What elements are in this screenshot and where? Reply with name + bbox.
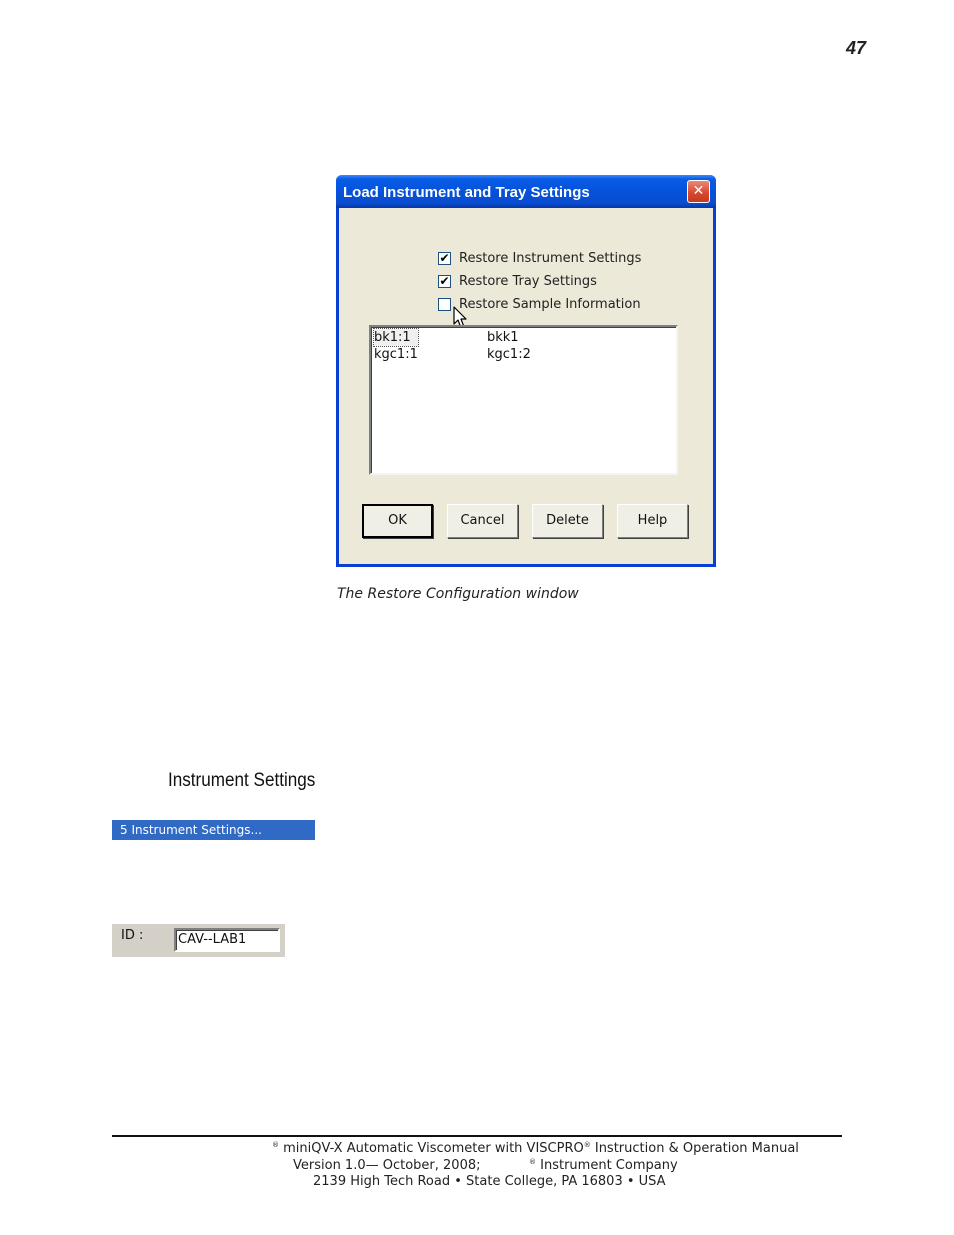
- footer-address: 2139 High Tech Road • State College, PA 16803 • USA: [313, 1174, 666, 1189]
- close-button[interactable]: [687, 180, 710, 203]
- list-item[interactable]: kgc1:1: [374, 347, 418, 362]
- instrument-settings-menu-item[interactable]: 5 Instrument Settings...: [112, 820, 315, 840]
- id-field-panel: [112, 924, 285, 957]
- checkbox-checked-icon[interactable]: ✔: [439, 251, 450, 265]
- settings-listbox[interactable]: [369, 325, 678, 475]
- delete-button[interactable]: Delete: [532, 504, 603, 538]
- id-input[interactable]: CAV--LAB1: [174, 928, 280, 952]
- checkbox-label: Restore Instrument Settings: [459, 251, 642, 266]
- footer-version: Version 1.0— October, 2008;: [293, 1158, 481, 1173]
- page-number: 47: [846, 38, 867, 58]
- footer-product: miniQV-X Automatic Viscometer with VISCPRO: [283, 1141, 584, 1156]
- footer-line-2: [293, 1158, 481, 1173]
- cancel-button[interactable]: Cancel: [447, 504, 518, 538]
- checkbox-checked-icon[interactable]: ✔: [439, 274, 450, 288]
- footer-divider: [112, 1135, 842, 1137]
- footer-line-2-company: [529, 1158, 678, 1173]
- help-button[interactable]: Help: [617, 504, 688, 538]
- registered-mark: ®: [529, 1158, 536, 1166]
- checkbox-unchecked-icon[interactable]: [438, 298, 451, 311]
- id-label: ID :: [121, 928, 144, 943]
- footer-line-1: [272, 1141, 799, 1156]
- footer-manual: Instruction & Operation Manual: [594, 1141, 799, 1156]
- dialog-title: Load Instrument and Tray Settings: [343, 184, 590, 201]
- list-item[interactable]: bkk1: [487, 330, 519, 345]
- registered-mark: ®: [583, 1141, 591, 1149]
- load-settings-dialog: [336, 175, 716, 567]
- ok-button[interactable]: OK: [362, 504, 433, 538]
- section-heading: Instrument Settings: [168, 770, 316, 791]
- figure-caption: The Restore Configuration window: [337, 586, 579, 602]
- dialog-titlebar[interactable]: [336, 175, 716, 208]
- list-item[interactable]: bk1:1: [374, 329, 418, 346]
- registered-mark: ®: [272, 1141, 279, 1149]
- footer-company: Instrument Company: [540, 1158, 678, 1173]
- list-item[interactable]: kgc1:2: [487, 347, 531, 362]
- checkbox-label: Restore Sample Information: [459, 297, 641, 312]
- checkbox-label: Restore Tray Settings: [459, 274, 597, 289]
- close-icon: ✕: [692, 183, 705, 199]
